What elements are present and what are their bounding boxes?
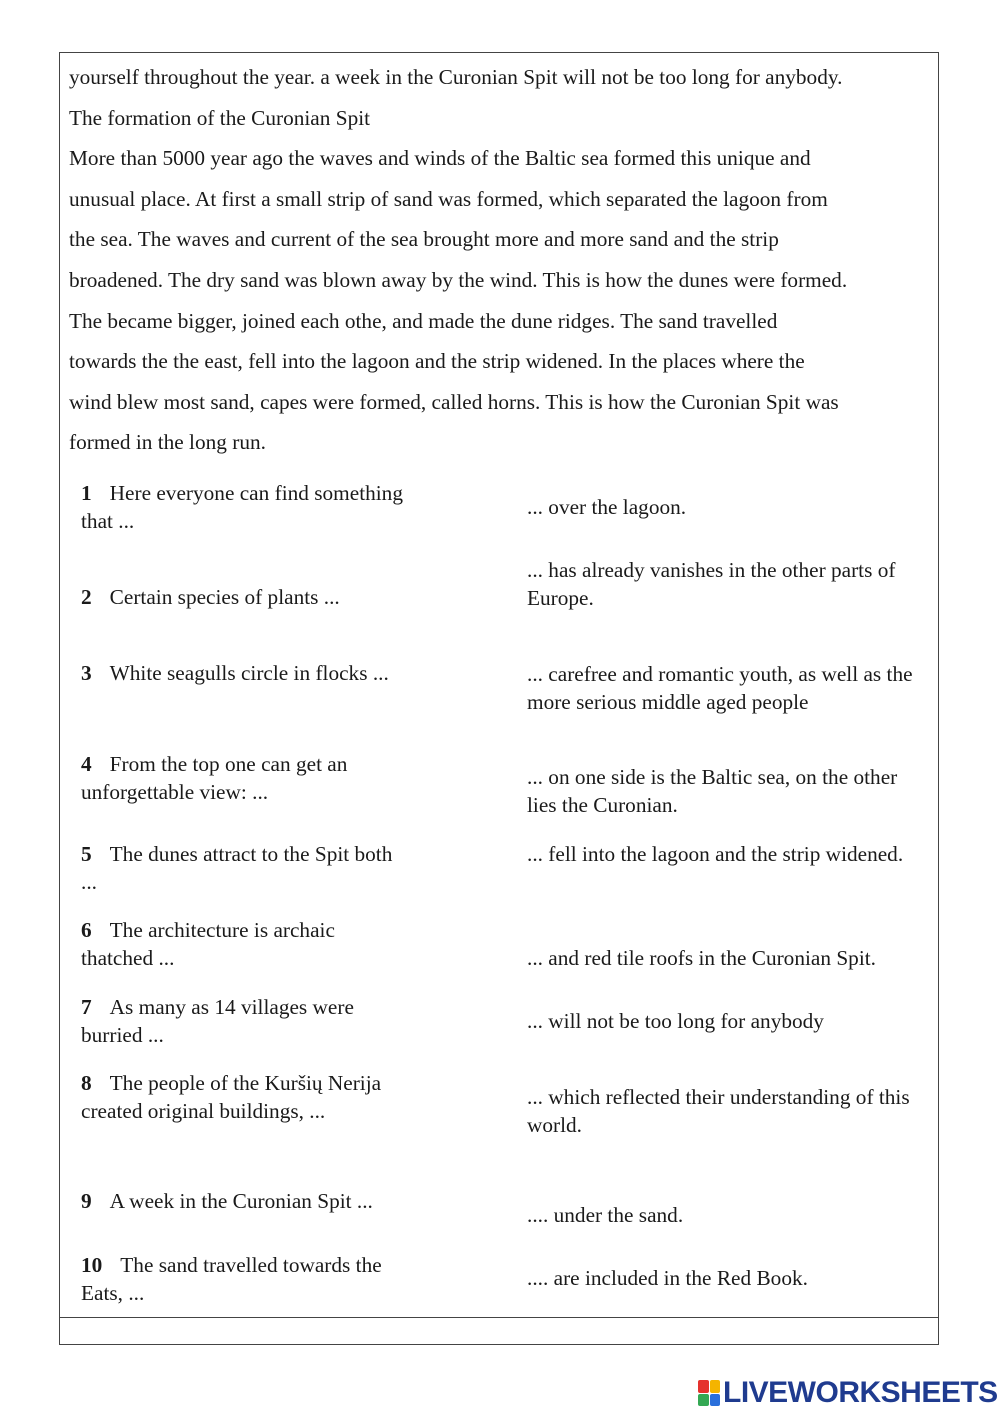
- matching-ending-1[interactable]: ... over the lagoon.: [527, 495, 687, 519]
- reading-passage: [69, 57, 935, 463]
- item-number: 10: [81, 1253, 103, 1277]
- item-text: From the top one can get an unforgettable view: ...: [81, 752, 348, 804]
- item-text: White seagulls circle in flocks ...: [109, 661, 389, 685]
- matching-ending-9[interactable]: .... under the sand.: [527, 1203, 684, 1227]
- matching-item-10: [81, 1252, 411, 1307]
- item-number: 1: [81, 481, 92, 505]
- logo-mark-icon: [698, 1380, 720, 1406]
- passage-line: wind blew most sand, capes were formed, called horns. This is how the Curonian Spit was: [69, 389, 839, 414]
- matching-item-2: [81, 584, 411, 612]
- matching-ending-2[interactable]: ... has already vanishes in the other parts of Europe.: [527, 558, 896, 610]
- item-number: 2: [81, 585, 92, 609]
- item-number: 5: [81, 842, 92, 866]
- item-number: 6: [81, 918, 92, 942]
- passage-line: yourself throughout the year. a week in the Curonian Spit will not be too long for anybody.: [69, 65, 843, 89]
- matching-item-8: [81, 1070, 411, 1125]
- matching-ending-7[interactable]: ... will not be too long for anybody: [527, 1009, 824, 1033]
- passage-line: formed in the long run.: [69, 430, 266, 455]
- item-text: The dunes attract to the Spit both ...: [81, 842, 393, 894]
- logo-text: LIVEWORKSHEETS: [723, 1376, 998, 1409]
- matching-ending-8[interactable]: ... which reflected their understanding of this world.: [527, 1085, 910, 1137]
- item-text: The people of the Kuršių Nerija created original buildings, ...: [81, 1071, 382, 1123]
- passage-line: broadened. The dry sand was blown away by the wind. This is how the dunes were formed.: [69, 267, 848, 292]
- matching-item-4: [81, 751, 411, 806]
- matching-ending-6[interactable]: ... and red tile roofs in the Curonian Spit.: [527, 946, 876, 970]
- item-text: The architecture is archaic thatched ...: [81, 918, 335, 970]
- matching-item-7: [81, 994, 411, 1049]
- item-text: As many as 14 villages were burried ...: [81, 995, 354, 1047]
- logo-square-blue: [710, 1394, 721, 1407]
- item-text: A week in the Curonian Spit ...: [109, 1189, 373, 1213]
- matching-item-6: [81, 917, 411, 972]
- item-text: The sand travelled towards the Eats, ...: [81, 1253, 382, 1305]
- matching-ending-5[interactable]: ... fell into the lagoon and the strip widened.: [527, 842, 904, 866]
- liveworksheets-logo: [698, 1376, 998, 1410]
- matching-item-5: [81, 841, 411, 896]
- passage-line: unusual place. At first a small strip of sand was formed, which separated the lagoon from: [69, 186, 828, 211]
- item-number: 8: [81, 1071, 92, 1095]
- item-text: Certain species of plants ...: [109, 585, 340, 609]
- matching-item-3: [81, 660, 411, 688]
- item-text: Here everyone can find something that ...: [81, 481, 403, 533]
- frame-divider: [59, 1317, 939, 1318]
- passage-line: The became bigger, joined each othe, and made the dune ridges. The sand travelled: [69, 308, 778, 333]
- logo-square-red: [698, 1380, 709, 1393]
- matching-item-1: [81, 480, 411, 535]
- passage-line: the sea. The waves and current of the sea brought more and more sand and the strip: [69, 227, 779, 252]
- logo-square-yellow: [710, 1380, 721, 1393]
- matching-ending-4[interactable]: ... on one side is the Baltic sea, on the other lies the Curonian.: [527, 765, 898, 817]
- logo-square-green: [698, 1394, 709, 1407]
- matching-item-9: [81, 1188, 411, 1216]
- item-number: 7: [81, 995, 92, 1019]
- item-number: 4: [81, 752, 92, 776]
- passage-heading: The formation of the Curonian Spit: [69, 105, 371, 130]
- passage-line: towards the the east, fell into the lagoon and the strip widened. In the places where the: [69, 349, 805, 374]
- item-number: 3: [81, 661, 92, 685]
- passage-line: More than 5000 year ago the waves and winds of the Baltic sea formed this unique and: [69, 146, 811, 171]
- item-number: 9: [81, 1189, 92, 1213]
- matching-ending-3[interactable]: ... carefree and romantic youth, as well as the more serious middle aged people: [527, 662, 913, 714]
- matching-ending-10[interactable]: .... are included in the Red Book.: [527, 1266, 808, 1290]
